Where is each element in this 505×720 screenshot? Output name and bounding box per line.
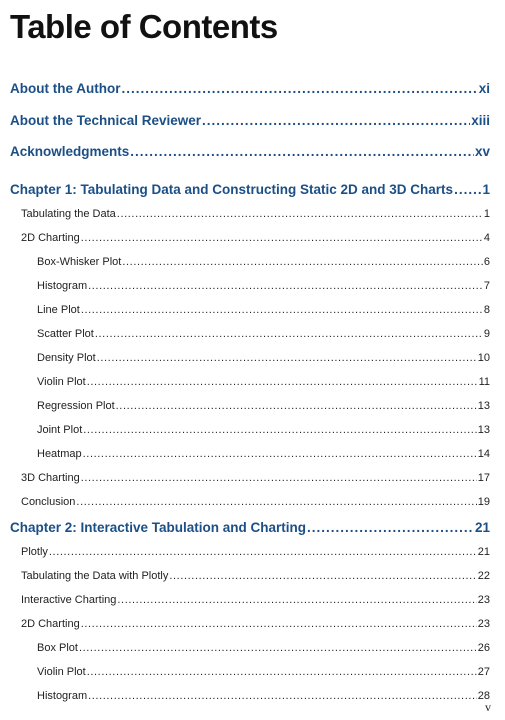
toc-row <box>0 496 505 508</box>
dot-leader <box>202 113 470 128</box>
dot-leader <box>81 232 483 244</box>
toc-row <box>0 352 505 364</box>
dot-leader <box>83 424 477 436</box>
dot-leader <box>130 144 474 159</box>
toc-entry-title: Histogram <box>37 690 88 702</box>
toc-entry-page: 4 <box>483 232 490 244</box>
dot-leader <box>88 280 483 292</box>
toc-row <box>0 570 505 582</box>
toc-row <box>0 113 505 128</box>
toc-entry-page: 17 <box>477 472 490 484</box>
toc-subsection-entry[interactable] <box>0 666 505 686</box>
toc-entry-title: 2D Charting <box>21 618 80 630</box>
toc-entry-title: Regression Plot <box>37 400 115 412</box>
toc-row <box>0 690 505 702</box>
dot-leader <box>122 256 483 268</box>
dot-leader <box>49 546 477 558</box>
toc-entry-title: Density Plot <box>37 352 96 364</box>
toc-entry-title: Acknowledgments <box>10 144 130 159</box>
toc-subsection-entry[interactable] <box>0 642 505 662</box>
toc-entry-title: Box-Whisker Plot <box>37 256 122 268</box>
toc-row <box>0 208 505 220</box>
toc-entry-page: 13 <box>477 400 490 412</box>
dot-leader <box>116 400 477 412</box>
toc-row <box>0 594 505 606</box>
toc-entry-title: Plotly <box>21 546 48 558</box>
toc-subsection-entry[interactable] <box>0 328 505 348</box>
toc-section-entry[interactable] <box>0 546 505 566</box>
toc-entry-page: 21 <box>474 520 490 535</box>
toc-section-entry[interactable] <box>0 496 505 516</box>
toc-row <box>0 376 505 388</box>
toc-entry-page: 7 <box>483 280 490 292</box>
dot-leader <box>169 570 476 582</box>
toc-row <box>0 144 505 159</box>
dot-leader <box>81 472 477 484</box>
toc-entry-page: 11 <box>478 376 490 388</box>
toc-entry-page: 27 <box>477 666 490 678</box>
toc-entry-title: Chapter 2: Interactive Tabulation and Charting <box>10 520 307 535</box>
toc-chapter-entry[interactable] <box>0 182 505 202</box>
toc-entry-page: 9 <box>483 328 490 340</box>
dot-leader <box>76 496 476 508</box>
toc-row <box>0 472 505 484</box>
dot-leader <box>79 642 477 654</box>
toc-row <box>0 328 505 340</box>
toc-front-entry[interactable] <box>0 81 505 101</box>
dot-leader <box>81 304 483 316</box>
page-number: v <box>485 700 491 714</box>
toc-subsection-entry[interactable] <box>0 304 505 324</box>
toc-row <box>0 448 505 460</box>
toc-row <box>0 256 505 268</box>
toc-entry-page: 28 <box>477 690 490 702</box>
toc-row <box>0 304 505 316</box>
toc-entry-page: 23 <box>477 618 490 630</box>
toc-section-entry[interactable] <box>0 570 505 590</box>
toc-entry-title: Violin Plot <box>37 666 86 678</box>
toc-row <box>0 182 505 197</box>
toc-entry-page: xiii <box>471 113 490 128</box>
dot-leader <box>87 666 477 678</box>
toc-entry-page: 21 <box>477 546 490 558</box>
toc-entry-page: 1 <box>483 208 490 220</box>
toc-entry-title: 2D Charting <box>21 232 80 244</box>
toc-subsection-entry[interactable] <box>0 376 505 396</box>
toc-subsection-entry[interactable] <box>0 280 505 300</box>
toc-entry-page: 14 <box>477 448 490 460</box>
toc-entry-page: 1 <box>482 182 490 197</box>
toc-front-entry[interactable] <box>0 113 505 133</box>
toc-row <box>0 280 505 292</box>
dot-leader <box>83 448 477 460</box>
dot-leader <box>307 520 474 535</box>
toc-entry-title: Box Plot <box>37 642 78 654</box>
toc-chapter-entry[interactable] <box>0 520 505 540</box>
dot-leader <box>117 208 483 220</box>
toc-entry-page: xi <box>478 81 490 96</box>
toc-front-entry[interactable] <box>0 144 505 164</box>
toc-entry-title: Histogram <box>37 280 88 292</box>
toc-entry-page: 10 <box>477 352 490 364</box>
toc-row <box>0 666 505 678</box>
toc-entry-page: 6 <box>483 256 490 268</box>
dot-leader <box>121 81 477 96</box>
toc-entry-title: Tabulating the Data <box>21 208 116 220</box>
toc-entry-title: Violin Plot <box>37 376 86 388</box>
dot-leader <box>97 352 477 364</box>
toc-row <box>0 232 505 244</box>
toc-section-entry[interactable] <box>0 232 505 252</box>
toc-entry-page: 22 <box>477 570 490 582</box>
dot-leader <box>454 182 481 197</box>
toc-entry-page: xv <box>474 144 490 159</box>
toc-entry-page: 13 <box>477 424 490 436</box>
toc-entry-title: Joint Plot <box>37 424 83 436</box>
toc-entry-title: Conclusion <box>21 496 76 508</box>
toc-section-entry[interactable] <box>0 208 505 228</box>
page-title: Table of Contents <box>10 8 278 45</box>
toc-entry-title: 3D Charting <box>21 472 80 484</box>
toc-section-entry[interactable] <box>0 618 505 638</box>
toc-entry-title: Heatmap <box>37 448 82 460</box>
toc-section-entry[interactable] <box>0 472 505 492</box>
dot-leader <box>87 376 478 388</box>
toc-subsection-entry[interactable] <box>0 256 505 276</box>
toc-section-entry[interactable] <box>0 594 505 614</box>
toc-entry-page: 8 <box>483 304 490 316</box>
toc-entry-page: 19 <box>477 496 490 508</box>
toc-entry-page: 26 <box>477 642 490 654</box>
toc-row <box>0 546 505 558</box>
toc-row <box>0 400 505 412</box>
toc-row <box>0 520 505 535</box>
toc-entry-title: About the Author <box>10 81 121 96</box>
dot-leader <box>88 690 477 702</box>
toc-subsection-entry[interactable] <box>0 448 505 468</box>
toc-row <box>0 81 505 96</box>
dot-leader <box>95 328 483 340</box>
toc-subsection-entry[interactable] <box>0 690 505 710</box>
toc-entry-title: About the Technical Reviewer <box>10 113 202 128</box>
toc-entry-page: 23 <box>477 594 490 606</box>
toc-subsection-entry[interactable] <box>0 424 505 444</box>
dot-leader <box>81 618 477 630</box>
toc-entry-title: Chapter 1: Tabulating Data and Constructing Static 2D and 3D Charts <box>10 182 454 197</box>
toc-entry-title: Line Plot <box>37 304 80 316</box>
toc-subsection-entry[interactable] <box>0 352 505 372</box>
toc-row <box>0 642 505 654</box>
toc-entry-title: Scatter Plot <box>37 328 94 340</box>
toc-entry-title: Interactive Charting <box>21 594 117 606</box>
toc-row <box>0 618 505 630</box>
toc-subsection-entry[interactable] <box>0 400 505 420</box>
dot-leader <box>117 594 476 606</box>
toc-row <box>0 424 505 436</box>
toc-entry-title: Tabulating the Data with Plotly <box>21 570 169 582</box>
